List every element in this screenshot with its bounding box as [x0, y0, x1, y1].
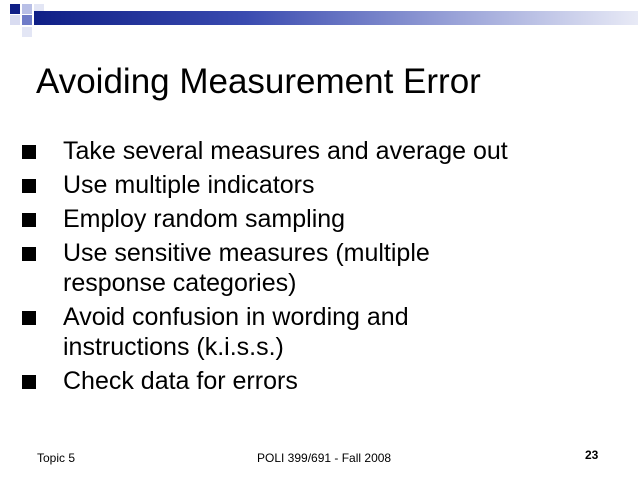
square-bullet-icon: [22, 311, 36, 325]
bullet-text: Take several measures and average out: [63, 137, 508, 165]
page-number: 23: [585, 448, 599, 462]
decor-square-icon: [22, 4, 32, 14]
bullet-text: response categories): [63, 269, 297, 297]
decor-square-icon: [22, 27, 32, 37]
bullet-item: [22, 204, 622, 234]
footer-course: POLI 399/691 - Fall 2008: [257, 451, 392, 465]
square-bullet-icon: [22, 247, 36, 261]
bullet-text: Check data for errors: [63, 367, 298, 395]
bullet-item: [22, 170, 622, 200]
decor-square-icon: [22, 15, 32, 25]
bullet-text: Use sensitive measures (multiple: [63, 239, 430, 267]
title-banner: [34, 11, 638, 25]
bullet-text: Avoid confusion in wording and: [63, 303, 409, 331]
bullet-text: Use multiple indicators: [63, 171, 315, 199]
bullet-item: [22, 366, 622, 396]
bullet-text: instructions (k.i.s.s.): [63, 333, 284, 361]
decor-square-icon: [10, 15, 20, 25]
bullet-item: [22, 238, 622, 298]
footer-topic: Topic 5: [37, 451, 76, 465]
bullet-list: [22, 136, 622, 400]
slide-title: Avoiding Measurement Error: [36, 62, 481, 101]
decor-square-icon: [10, 4, 20, 14]
bullet-text: Employ random sampling: [63, 205, 346, 233]
square-bullet-icon: [22, 179, 36, 193]
square-bullet-icon: [22, 213, 36, 227]
bullet-item: [22, 302, 622, 362]
bullet-item: [22, 136, 622, 166]
square-bullet-icon: [22, 145, 36, 159]
square-bullet-icon: [22, 375, 36, 389]
